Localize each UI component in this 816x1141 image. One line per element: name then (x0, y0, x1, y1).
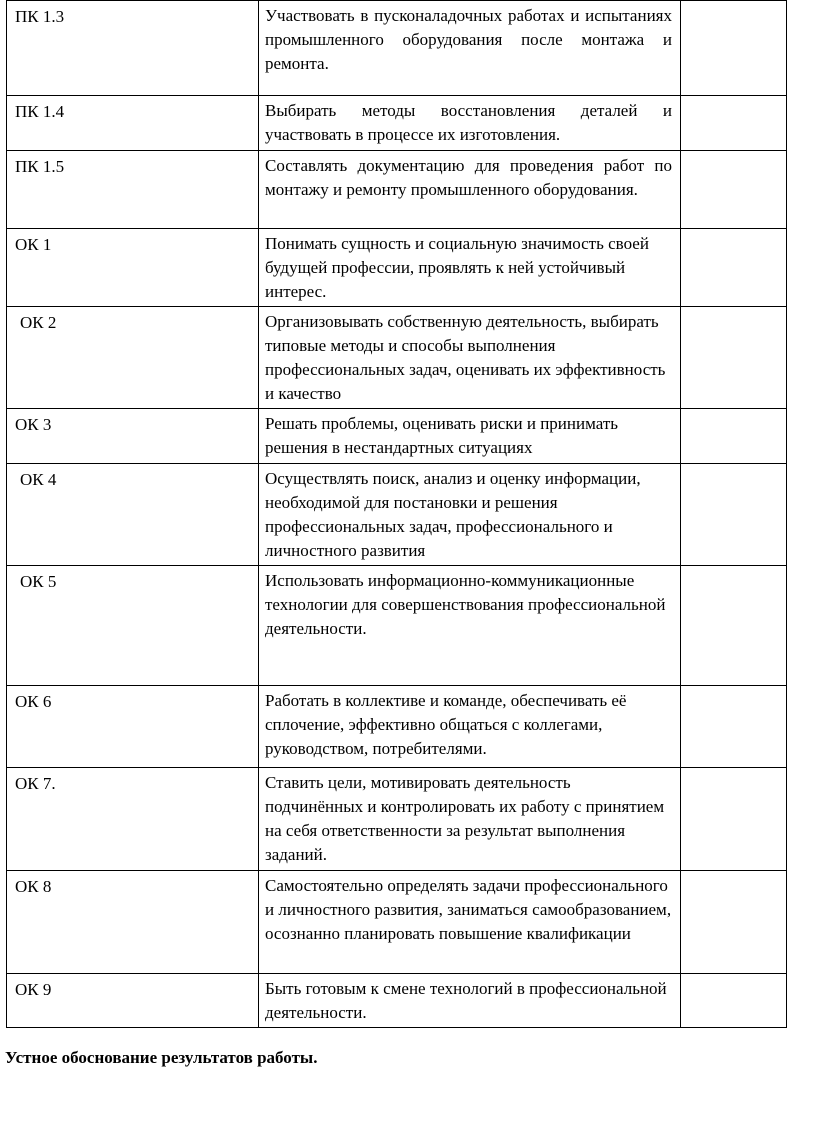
competency-description: Самостоятельно определять задачи профессионального и личностного развития, заниматься самообразованием, осознанно планировать повышение квалификации (259, 871, 681, 974)
competency-code: ПК 1.4 (7, 96, 259, 151)
competency-description: Решать проблемы, оценивать риски и принимать решения в нестандартных ситуациях (259, 409, 681, 464)
competency-description: Осуществлять поиск, анализ и оценку информации, необходимой для постановки и решения профессиональных задач, профессионального и личностного развития (259, 464, 681, 566)
result-cell (681, 871, 787, 974)
result-cell (681, 974, 787, 1028)
result-cell (681, 464, 787, 566)
result-cell (681, 409, 787, 464)
table-row (7, 307, 787, 409)
table-row (7, 229, 787, 307)
result-cell (681, 686, 787, 768)
competency-code: ОК 7. (7, 768, 259, 871)
result-cell (681, 768, 787, 871)
competency-description: Составлять документацию для проведения работ по монтажу и ремонту промышленного оборудования. (259, 151, 681, 229)
table-row (7, 686, 787, 768)
competencies-table (6, 0, 787, 1028)
competencies-table-body (7, 1, 787, 1028)
table-row (7, 566, 787, 686)
competency-code: ПК 1.5 (7, 151, 259, 229)
competency-code: ОК 6 (7, 686, 259, 768)
result-cell (681, 1, 787, 96)
result-cell (681, 151, 787, 229)
competency-code: ОК 3 (7, 409, 259, 464)
competency-description: Понимать сущность и социальную значимость своей будущей профессии, проявлять к ней устойчивый интерес. (259, 229, 681, 307)
competency-description: Участвовать в пусконаладочных работах и испытаниях промышленного оборудования после монтажа и ремонта. (259, 1, 681, 96)
result-cell (681, 566, 787, 686)
table-row (7, 1, 787, 96)
result-cell (681, 307, 787, 409)
table-row (7, 871, 787, 974)
competency-code: ОК 1 (7, 229, 259, 307)
table-row (7, 768, 787, 871)
competency-description: Использовать информационно-коммуникационные технологии для совершенствования профессиональной деятельности. (259, 566, 681, 686)
table-row (7, 974, 787, 1028)
competency-description: Ставить цели, мотивировать деятельность подчинённых и контролировать их работу с принятием на себя ответственности за результат выполнения заданий. (259, 768, 681, 871)
result-cell (681, 96, 787, 151)
competency-code: ОК 5 (7, 566, 259, 686)
table-row (7, 151, 787, 229)
table-row (7, 464, 787, 566)
competency-description: Организовывать собственную деятельность, выбирать типовые методы и способы выполнения профессиональных задач, оценивать их эффективность и качество (259, 307, 681, 409)
competency-description: Выбирать методы восстановления деталей и участвовать в процессе их изготовления. (259, 96, 681, 151)
competency-code: ОК 4 (7, 464, 259, 566)
table-row (7, 409, 787, 464)
footer-text: Устное обоснование результатов работы. (5, 1048, 318, 1067)
competency-code: ОК 2 (7, 307, 259, 409)
competency-code: ПК 1.3 (7, 1, 259, 96)
competency-description: Работать в коллективе и команде, обеспечивать её сплочение, эффективно общаться с коллегами, руководством, потребителями. (259, 686, 681, 768)
competency-description: Быть готовым к смене технологий в профессиональной деятельности. (259, 974, 681, 1028)
table-row (7, 96, 787, 151)
competency-code: ОК 9 (7, 974, 259, 1028)
result-cell (681, 229, 787, 307)
competency-code: ОК 8 (7, 871, 259, 974)
